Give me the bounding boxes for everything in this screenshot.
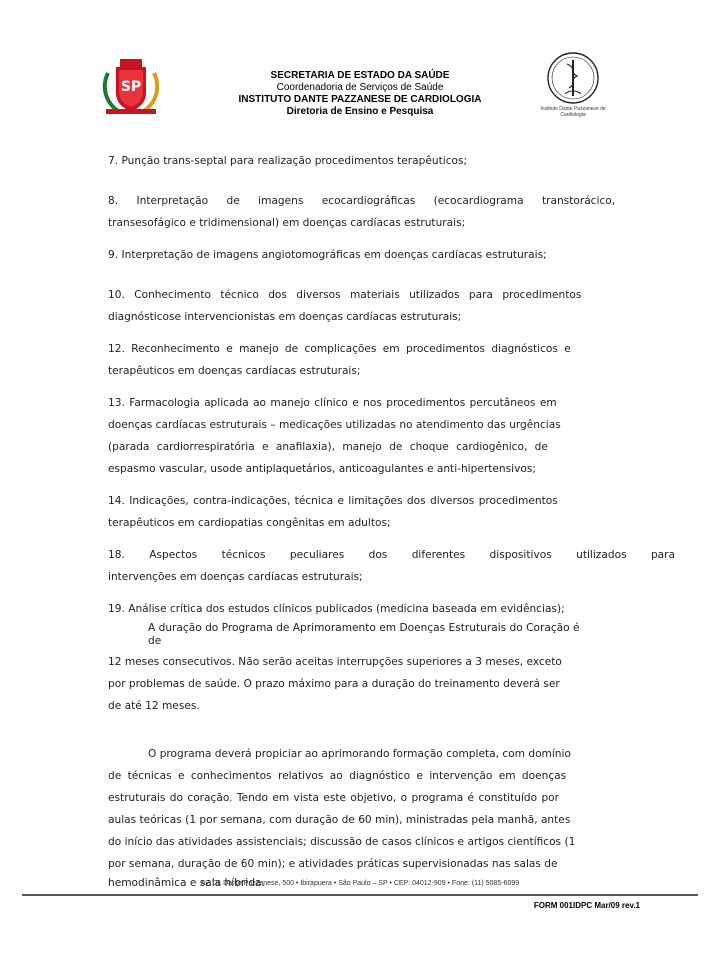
letterhead-text (200, 70, 520, 118)
program-line-7: hemodinâmica e sala híbrida. (108, 877, 265, 889)
form-code: FORM 001IDPC Mar/09 rev.1 (533, 901, 640, 910)
program-line-3: estruturais do coração. Tendo em vista este objetivo, o programa é constituído por (108, 792, 560, 804)
item-18-line-2: intervenções em doenças cardíacas estruturais; (108, 571, 363, 583)
item-10-line-2: diagnósticose intervencionistas em doenças cardíacas estruturais; (108, 311, 462, 323)
item-14-line-1: 14. Indicações, contra-indicações, técnica e limitações dos diversos procedimentos (108, 495, 558, 507)
item-13-line-4: espasmo vascular, usode antiplaquetários, anticoagulantes e anti-hipertensivos; (108, 463, 536, 475)
item-13-line-3: (parada cardiorrespiratória e anafilaxia), manejo de choque cardiogênico, de (108, 441, 548, 453)
coat-of-arms-lettering: SP (120, 79, 142, 95)
program-line-5: do início das atividades assistenciais; discussão de casos clínicos e artigos científicos (1 (108, 836, 576, 848)
item-18-line-1: 18. Aspectos técnicos peculiares dos diferentes dispositivos utilizados para (108, 549, 676, 561)
item-13-line-1: 13. Farmacologia aplicada ao manejo clínico e nos procedimentos percutâneos em (108, 397, 557, 409)
letterhead (0, 0, 720, 140)
item-8-line-1: 8. Interpretação de imagens ecocardiográficas (ecocardiograma transtorácico, (108, 195, 616, 207)
instituto-dante-pazzanese-seal-icon (543, 50, 603, 134)
item-19: 19. Análise crítica dos estudos clínicos publicados (medicina baseada em evidências); (108, 603, 565, 615)
item-9: 9. Interpretação de imagens angiotomográficas em doenças cardíacas estruturais; (108, 249, 547, 261)
item-12-line-1: 12. Reconhecimento e manejo de complicações em procedimentos diagnósticos e (108, 343, 571, 355)
footer-divider (22, 894, 698, 896)
secretaria-title: SECRETARIA DE ESTADO DA SAÚDE (270, 70, 450, 81)
duration-line-3: por problemas de saúde. O prazo máximo para a duração do treinamento deverá ser (108, 678, 560, 690)
item-13-line-2: doenças cardíacas estruturais – medicações utilizadas no atendimento das urgências (108, 419, 561, 431)
institute-name: INSTITUTO DANTE PAZZANESE DE CARDIOLOGIA (238, 94, 482, 105)
item-8-line-2: transesofágico e tridimensional) em doenças cardíacas estruturais; (108, 217, 466, 229)
program-line-6: por semana, duração de 60 min); e atividades práticas supervisionadas nas salas de (108, 858, 558, 870)
document-body (108, 150, 676, 891)
item-14-line-2: terapêuticos em cardiopatias congênitas em adultos; (108, 517, 391, 529)
item-10-line-1: 10. Conhecimento técnico dos diversos materiais utilizados para procedimentos (108, 289, 582, 301)
coordenadoria-subtitle: Coordenadoria de Serviços de Saúde (276, 82, 444, 93)
seal-caption: Instituto Dante Pazzanese de Cardiologia (540, 106, 606, 118)
directorate-name: Diretoria de Ensino e Pesquisa (286, 106, 434, 117)
duration-line-1-wrap: de (148, 635, 162, 647)
duration-line-2: 12 meses consecutivos. Não serão aceitas interrupções superiores a 3 meses, exceto (108, 656, 562, 668)
item-12-line-2: terapêuticos em doenças cardíacas estruturais; (108, 365, 361, 377)
program-line-2: de técnicas e conhecimentos relativos ao diagnóstico e intervenção em doenças (108, 770, 567, 782)
program-line-4: aulas teóricas (1 por semana, com duração de 60 min), ministradas pela manhã, antes (108, 814, 571, 826)
item-7: 7. Punção trans-septal para realização procedimentos terapêuticos; (108, 155, 468, 167)
program-line-1: O programa deverá propiciar ao aprimorando formação completa, com domínio (148, 748, 571, 760)
footer-address: Av. Dr. Dante Pazzanese, 500 • Ibirapuera • São Paulo – SP • CEP: 04012-909 • Fone: (11) 5085-6099 (200, 880, 520, 887)
duration-line-4: de até 12 meses. (108, 700, 200, 712)
sao-paulo-coat-of-arms-logo (100, 55, 162, 117)
duration-line-1: A duração do Programa de Aprimoramento em Doenças Estruturais do Coração é (148, 622, 580, 634)
